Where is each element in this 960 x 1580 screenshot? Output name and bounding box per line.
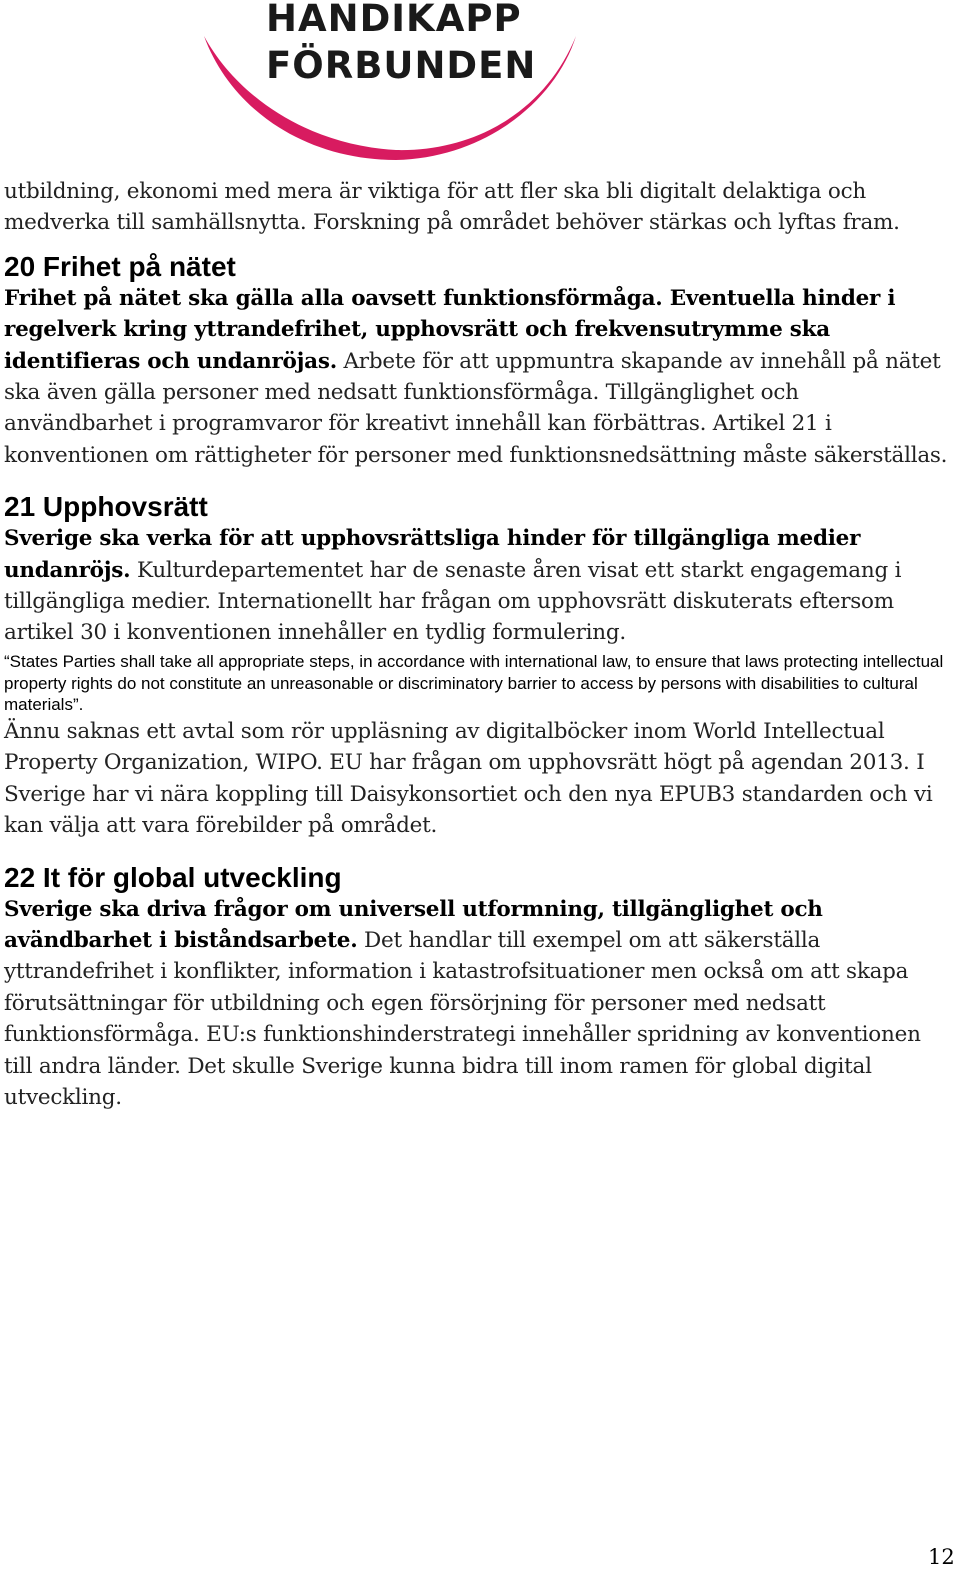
document-body [4, 176, 952, 1113]
convention-quote: “States Parties shall take all appropriate steps, in accordance with international law, to ensure that laws protecting intellectual property rights do not constitute an unreasonable or discriminatory barrier to access by persons with disabilities to cultural materials”. [4, 651, 944, 715]
section-20-body: Arbete för att uppmuntra skapande av innehåll på nätet ska även gälla personer med nedsatt funktionsförmåga. Tillgänglighet och användbarhet i programvaror för kreativt innehåll kan förbättras. Artikel 21 i konventionen om rättigheter för personer med funktionsnedsättning måste säkerställas. [4, 348, 948, 468]
intro-paragraph: utbildning, ekonomi med mera är viktiga för att fler ska bli digitalt delaktiga och medverka till samhällsnytta. Forskning på området behöver stärkas och lyftas fram. [4, 179, 900, 236]
handikappforbunden-logo [196, 0, 586, 168]
section-heading-20: 20 Frihet på nätet [4, 250, 236, 282]
section-21-lead: Sverige ska verka för att upphovsrättsliga hinder för tillgängliga medier undanröjs. [4, 526, 861, 583]
section-20-lead: Frihet på nätet ska gälla alla oavsett funktionsförmåga. Eventuella hinder i regelverk kring yttrandefrihet, upphovsrätt och frekvensutrymme ska identifieras och undanröjas. [4, 285, 896, 374]
page-number: 12 [928, 1545, 955, 1569]
logo-text-line-1: HANDIKAPP [266, 0, 522, 40]
section-22-paragraph [4, 894, 952, 1114]
section-20-paragraph [4, 283, 952, 471]
section-22-lead: Sverige ska driva frågor om universell utformning, tillgänglighet och avändbarhet i biståndsarbete. [4, 896, 823, 954]
section-22-body: Det handlar till exempel om att säkerställa yttrandefrihet i konflikter, information i katastrofsituationer men också om att skapa förutsättningar för utbildning och egen försörjning för personer med nedsatt funktionsförmåga. EU:s funktionshinderstrategi innehåller spridning av konventionen till andra länder. Det skulle Sverige kunna bidra till inom ramen för global digital utveckling. [4, 928, 921, 1111]
section-21-followup: Ännu saknas ett avtal som rör uppläsning av digitalböcker inom World Intellectual Property Organization, WIPO. EU har frågan om upphovsrätt högt på agendan 2013. I Sverige har vi nära koppling till Daisykonsortiet och den nya EPUB3 standarden och vi kan välja att vara förebilder på området. [4, 718, 933, 839]
section-heading-22: 22 It för global utveckling [4, 861, 342, 893]
section-21-paragraph [4, 523, 952, 649]
logo-text-line-2: FÖRBUNDEN [266, 44, 537, 87]
section-heading-21: 21 Upphovsrätt [4, 491, 208, 523]
section-21-body: Kulturdepartementet har de senaste åren visat ett starkt engagemang i tillgängliga medier. Internationellt har frågan om upphovsrätt diskuterats eftersom artikel 30 i konventionen innehåller en tydlig formulering. [4, 557, 902, 646]
